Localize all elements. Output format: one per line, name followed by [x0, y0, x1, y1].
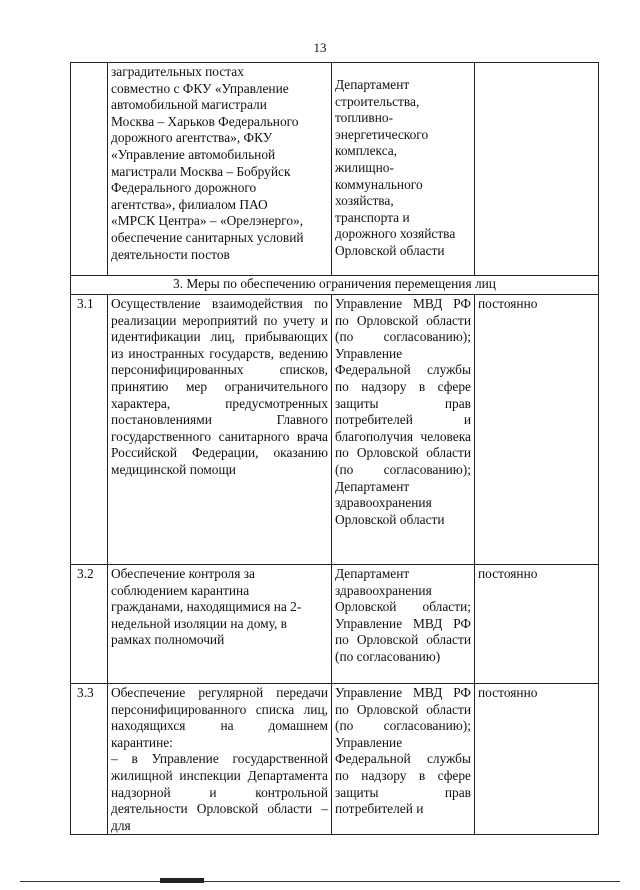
- measure-cell: [108, 565, 332, 684]
- section-header-row: [71, 276, 599, 295]
- term-cell: постоянно: [475, 565, 599, 684]
- text-line: Москва – Харьков Федерального: [111, 113, 299, 129]
- text-line: совместно с ФКУ «Управление: [111, 80, 289, 96]
- text-line: автомобильной магистрали: [111, 97, 267, 113]
- text-line: недельной изоляции на дому, в: [111, 615, 287, 631]
- row-number: 3.2: [71, 565, 108, 684]
- text-line: Департамент: [335, 77, 410, 92]
- text-line: магистрали Москва – Бобруйск: [111, 163, 291, 179]
- text-line: дорожного хозяйства: [335, 226, 456, 242]
- text-line: обеспечение санитарных условий: [111, 229, 304, 245]
- measures-table: [70, 62, 599, 835]
- text-line: комплекса,: [335, 143, 398, 159]
- text-line: транспорта и: [335, 209, 410, 225]
- row-number: 3.1: [71, 295, 108, 565]
- row-number-cell: [71, 63, 108, 276]
- text-line: соблюдением карантина: [111, 582, 250, 598]
- table-row: [71, 565, 599, 684]
- text-line: дорожного агентства», ФКУ: [111, 130, 273, 146]
- text-line: деятельности постов: [111, 246, 230, 262]
- text-line: строительства,: [335, 93, 420, 109]
- text-line: энергетического: [335, 126, 429, 142]
- row-number: 3.3: [71, 684, 108, 835]
- text-line: жилищно-: [335, 159, 394, 175]
- measure-item: – в Управление государственной жилищной инспекции Департамента надзорной и контрольной деятельности Орловской области – для: [111, 751, 328, 833]
- executor-cell: Управление МВД РФ по Орловской области (по согласованию); Управление Федеральной службы по надзору в сфере защиты прав потребителей и благополучия человека по Орловской области (по согласованию); Департамент здравоохранения Орловской области: [332, 295, 475, 565]
- section-title: 3. Меры по обеспечению ограничения перемещения лиц: [71, 276, 599, 295]
- scan-mark: [160, 878, 204, 883]
- term-cell: [475, 63, 599, 276]
- page-number: 13: [313, 40, 327, 55]
- text-line: «Управление автомобильной: [111, 146, 276, 162]
- text-line: Федерального дорожного: [111, 180, 257, 196]
- text-line: Орловской области: [335, 242, 445, 258]
- measure-cell: [108, 63, 332, 276]
- text-line: заградительных постах: [111, 64, 244, 79]
- term-cell: постоянно: [475, 295, 599, 565]
- text-line: топливно-: [335, 110, 394, 126]
- text-line: гражданами, находящимися на 2-: [111, 599, 302, 615]
- text-line: рамках полномочий: [111, 632, 225, 648]
- term-cell: постоянно: [475, 684, 599, 835]
- measure-cell: [108, 684, 332, 835]
- measure-cell: Осуществление взаимодействия по реализации мероприятий по учету и идентификации лиц, прибывающих из иностранных государств, ведению персонифицированных списков, принятию мер ограничительного характера, предусмотренных постановлениями Главного государственного санитарного врача Российской Федерации, оказанию медицинской помощи: [108, 295, 332, 565]
- executor-cell: [332, 63, 475, 276]
- executor-cell: Департамент здравоохранения Орловской области; Управление МВД РФ по Орловской области (по согласованию): [332, 565, 475, 684]
- text-line: агентства», филиалом ПАО: [111, 196, 268, 212]
- text-line: «МРСК Центра» – «Орелэнерго»,: [111, 213, 304, 229]
- measure-text: Обеспечение регулярной передачи персонифицированного списка лиц, находящихся на домашнем карантине:: [111, 685, 328, 750]
- executor-cell: Управление МВД РФ по Орловской области (по согласованию); Управление Федеральной службы по надзору в сфере защиты прав потребителей и: [332, 684, 475, 835]
- table-row: [71, 684, 599, 835]
- table-row: [71, 295, 599, 565]
- table-row: [71, 63, 599, 276]
- text-line: Обеспечение контроля за: [111, 566, 255, 581]
- text-line: хозяйства,: [335, 193, 394, 209]
- text-line: коммунального: [335, 176, 423, 192]
- bottom-rule: [20, 881, 620, 882]
